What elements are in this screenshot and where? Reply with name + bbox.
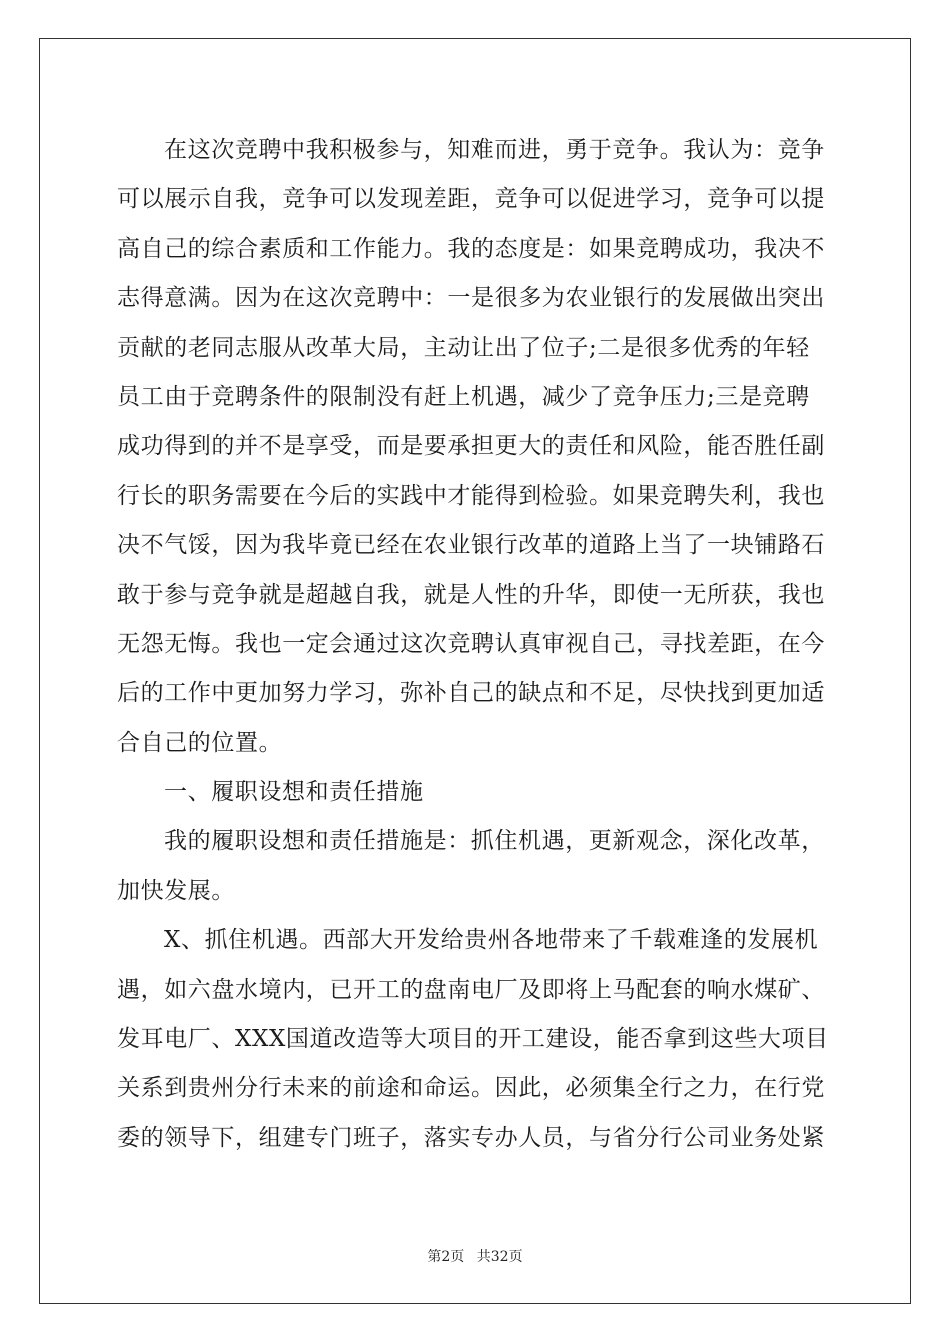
text-line: 加快发展。 bbox=[117, 877, 235, 904]
text-line: 贡献的老同志服从改革大局，主动让出了位子;二是很多优秀的年轻 bbox=[117, 334, 810, 361]
text-line: 发耳电厂、XXX国道改造等大项目的开工建设，能否拿到这些大项目 bbox=[117, 1026, 829, 1053]
text-line: 高自己的综合素质和工作能力。我的态度是：如果竞聘成功，我决不 bbox=[117, 235, 825, 262]
text-line: 员工由于竞聘条件的限制没有赶上机遇，减少了竞争压力;三是竞聘 bbox=[117, 383, 810, 410]
text-line: 后的工作中更加努力学习，弥补自己的缺点和不足，尽快找到更加适 bbox=[117, 680, 825, 707]
text-line: 我的履职设想和责任措施是：抓住机遇，更新观念，深化改革， bbox=[164, 828, 825, 855]
text-line: X、抓住机遇。西部大开发给贵州各地带来了千载难逢的发展机 bbox=[164, 927, 819, 954]
section-heading: 一、履职设想和责任措施 bbox=[164, 779, 424, 806]
text-line: 行长的职务需要在今后的实践中才能得到检验。如果竞聘失利，我也 bbox=[117, 482, 825, 509]
text-line: 合自己的位置。 bbox=[117, 729, 283, 756]
text-line: 无怨无悔。我也一定会通过这次竞聘认真审视自己，寻找差距，在今 bbox=[117, 630, 825, 657]
text-line: 在这次竞聘中我积极参与，知难而进，勇于竞争。我认为：竞争 bbox=[164, 137, 825, 163]
text-line: 志得意满。因为在这次竞聘中：一是很多为农业银行的发展做出突出 bbox=[117, 285, 825, 312]
page-number: 第2页 bbox=[427, 1249, 465, 1265]
text-line: 决不气馁，因为我毕竟已经在农业银行改革的道路上当了一块铺路石 bbox=[117, 532, 825, 559]
page-total: 共32页 bbox=[476, 1249, 523, 1265]
text-line: 关系到贵州分行未来的前途和命运。因此，必须集全行之力，在行党 bbox=[117, 1075, 825, 1102]
text-line: 成功得到的并不是享受，而是要承担更大的责任和风险，能否胜任副 bbox=[117, 433, 825, 460]
document-body bbox=[117, 126, 837, 1163]
page-footer bbox=[0, 1246, 950, 1266]
text-line: 可以展示自我，竞争可以发现差距，竞争可以促进学习，竞争可以提 bbox=[117, 186, 825, 213]
text-line: 遇，如六盘水境内，已开工的盘南电厂及即将上马配套的响水煤矿、 bbox=[117, 976, 825, 1003]
text-line: 敢于参与竞争就是超越自我，就是人性的升华，即使一无所获，我也 bbox=[117, 581, 825, 608]
text-line: 委的领导下，组建专门班子，落实专办人员，与省分行公司业务处紧 bbox=[117, 1124, 825, 1151]
